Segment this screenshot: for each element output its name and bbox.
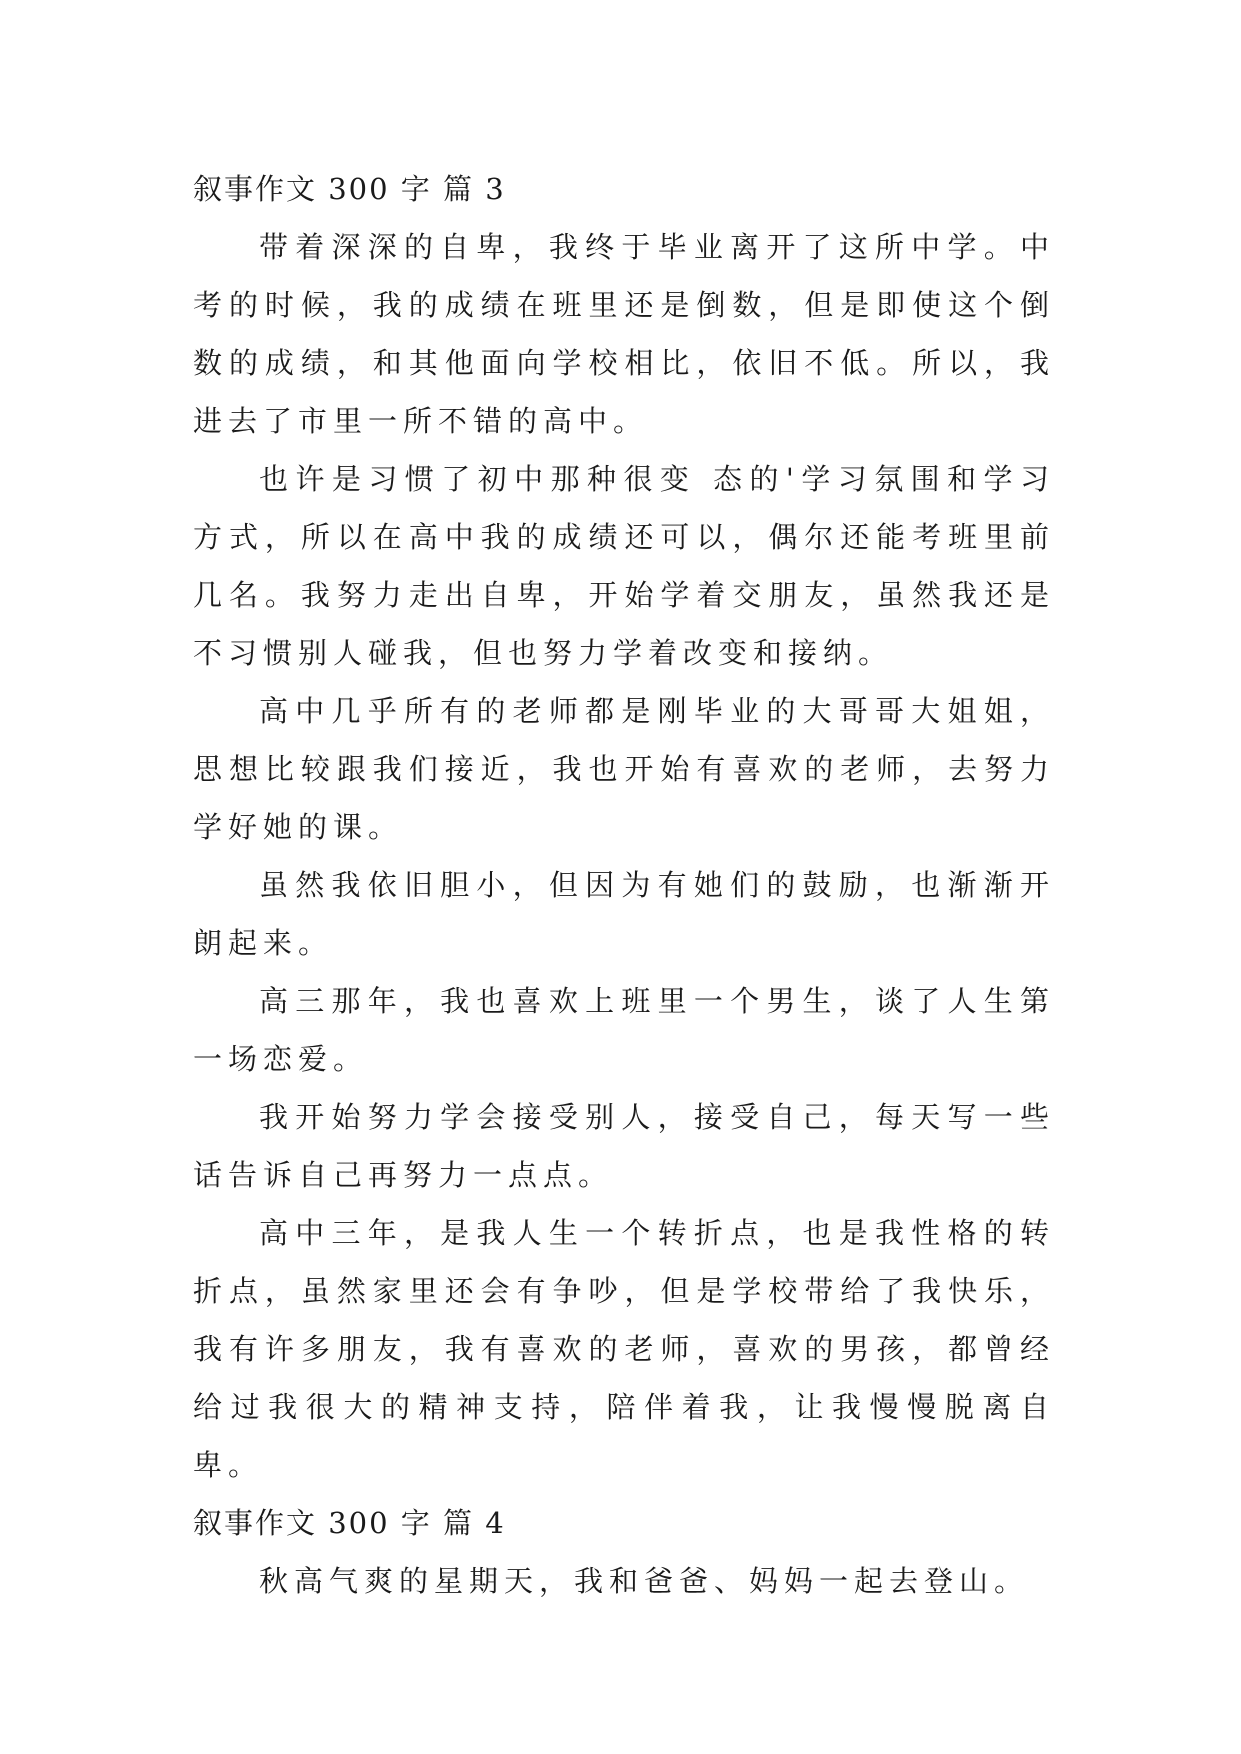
paragraph: 也许是习惯了初中那种很变 态的'学习氛围和学习方式，所以在高中我的成绩还可以，偶尔还能考班里前几名。我努力走出自卑，开始学着交朋友，虽然我还是不习惯别人碰我，但也努力学着改变和接纳。 [193,462,1055,670]
document-body [193,160,1055,1610]
paragraph: 带着深深的自卑，我终于毕业离开了这所中学。中考的时候，我的成绩在班里还是倒数，但是即使这个倒数的成绩，和其他面向学校相比，依旧不低。所以，我进去了市里一所不错的高中。 [193,230,1055,438]
section-heading: 叙事作文 300 字 篇 3 [193,172,506,206]
paragraph: 高中三年，是我人生一个转折点，也是我性格的转折点，虽然家里还会有争吵，但是学校带给了我快乐，我有许多朋友，我有喜欢的老师，喜欢的男孩，都曾经给过我很大的精神支持，陪伴着我，让我慢慢脱离自卑。 [193,1216,1055,1482]
paragraph: 高中几乎所有的老师都是刚毕业的大哥哥大姐姐，思想比较跟我们接近，我也开始有喜欢的老师，去努力学好她的课。 [193,694,1055,844]
paragraph: 秋高气爽的星期天，我和爸爸、妈妈一起去登山。 [259,1564,1030,1598]
section-heading: 叙事作文 300 字 篇 4 [193,1506,506,1540]
paragraph: 虽然我依旧胆小，但因为有她们的鼓励，也渐渐开朗起来。 [193,868,1055,960]
paragraph: 高三那年，我也喜欢上班里一个男生，谈了人生第 一场恋爱。 [193,984,1055,1076]
paragraph: 我开始努力学会接受别人，接受自己，每天写一些话告诉自己再努力一点点。 [193,1100,1055,1192]
